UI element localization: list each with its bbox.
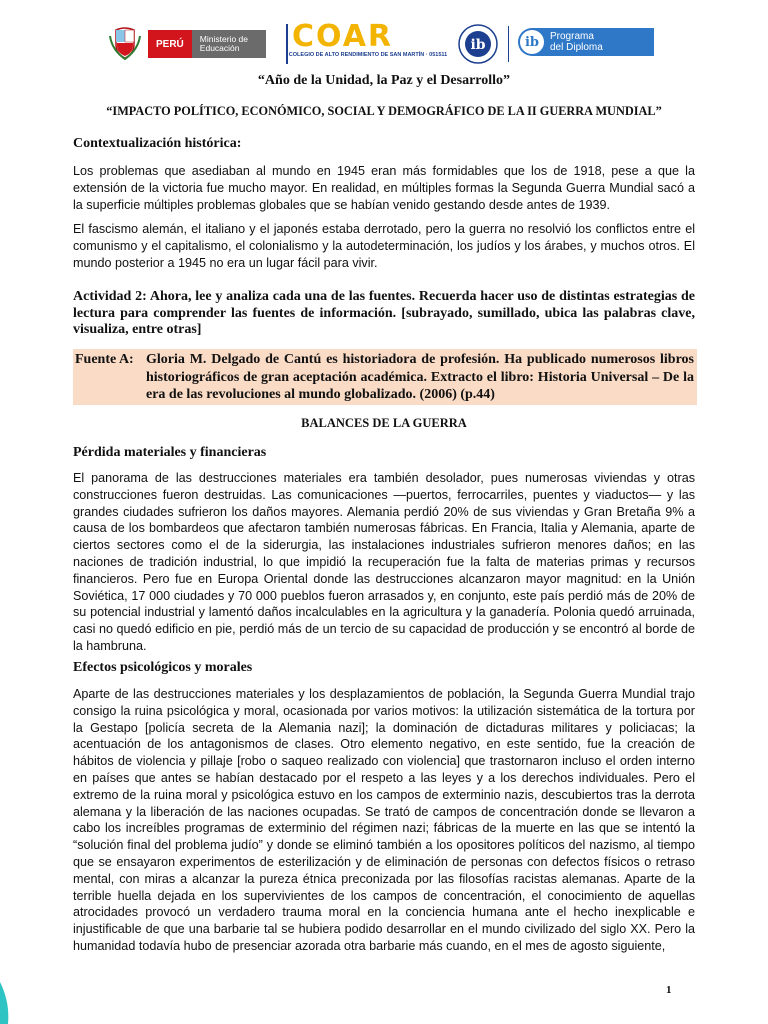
coar-subtitle: COLEGIO DE ALTO RENDIMIENTO DE SAN MARTÍN · 051511 bbox=[288, 52, 448, 58]
peru-minedu-logo bbox=[148, 30, 266, 58]
context-heading: Contextualización histórica: bbox=[73, 136, 242, 151]
source-a-box bbox=[73, 349, 697, 405]
context-p1-text: Los problemas que asediaban al mundo en 1945 eran más formidables que los de 1918, pese a que la extensión de la victoria fue mucho mayor. En realidad, en múltiples formas la Segunda Guerra Mundial sacó a la superficie múltiples problemas globales que se habían venido gestando desde antes de 1939. bbox=[73, 164, 695, 212]
ib-seal-text: ib bbox=[470, 37, 486, 53]
losses-text: El panorama de las destrucciones materiales era también desolador, pues numerosas viviendas y otras construcciones fueron destruidas. Las comunicaciones —puertos, ferrocarriles, puentes y viaductos— y las grandes ciudades sufrieron los daños mayores. Alemania perdió 20% de sus viviendas y Gran Bretaña 9% a causa de los bombardeos que afectaron también numerosas fábricas. En Francia, Italia y Alemania, aparte de ciertos sectores como el de la siderurgia, las instalaciones industriales sufrieron menores daños; en las naciones de tradición industrial, lo que impidió la recuperación fue la falta de materias primas y recursos financieros. Pero fue en Europa Oriental donde las destrucciones alcanzaron mayor magnitud: en la Unión Soviética, 17 000 ciudades y 70 000 pueblos fueron arrasados y, en conjunto, este país perdió más de 20% de su potencial industrial y lamentó daños incalculables en la agricultura y la ganadería. Polonia quedó arruinada, casi no quedó edificio en pie, perdió más de un tercio de su capacidad de producción y se encontró al borde de la hambruna. bbox=[73, 471, 695, 653]
page-number: 1 bbox=[666, 984, 672, 996]
corner-decoration-icon bbox=[0, 982, 14, 1024]
source-a-text: Gloria M. Delgado de Cantú es historiadora de profesión. Ha publicado numerosos libros historiográficos de gran aceptación académica. Extracto el libro: Historia Universal – De la era de las revoluciones al mundo globalizado. (2006) (p.44) bbox=[146, 352, 694, 402]
coar-wordmark: COAR bbox=[292, 19, 394, 54]
context-paragraph-1 bbox=[73, 163, 695, 213]
effects-heading: Efectos psicológicos y morales bbox=[73, 660, 253, 675]
section-title: BALANCES DE LA GUERRA bbox=[301, 416, 467, 430]
ib-world-school-seal-icon bbox=[458, 24, 498, 64]
ib-programa-circle: ib bbox=[520, 30, 544, 54]
ib-programa-line1: Programa bbox=[550, 31, 594, 42]
coar-logo bbox=[286, 19, 448, 66]
activity-instructions bbox=[73, 289, 695, 339]
source-a-label: Fuente A: bbox=[75, 352, 134, 367]
losses-paragraph bbox=[73, 470, 695, 655]
header-logos bbox=[108, 20, 668, 66]
ib-programa-line2: del Diploma bbox=[550, 42, 603, 53]
activity-text: Actividad 2: Ahora, lee y analiza cada una de las fuentes. Recuerda hacer uso de distintas estrategias de lectura para comprender las fuentes de información. [subrayado, sumillado, ubica las palabras clave, visualiza, entre otras] bbox=[73, 289, 695, 338]
ib-programa-text bbox=[550, 31, 603, 53]
peru-coat-of-arms-icon bbox=[108, 26, 142, 60]
effects-paragraph bbox=[73, 686, 695, 955]
ib-programa-diploma-logo bbox=[518, 28, 654, 56]
losses-heading: Pérdida materiales y financieras bbox=[73, 445, 267, 460]
context-p2-text: El fascismo alemán, el italiano y el japonés estaba derrotado, pero la guerra no resolvió los conflictos entre el comunismo y el capitalismo, el colonialismo y la autodeterminación, los judíos y los árabes, y muchos otros. El mundo posterior a 1945 no era un lugar fácil para vivir. bbox=[73, 222, 695, 270]
ministerio-label: Ministerio de Educación bbox=[192, 30, 266, 58]
peru-label: PERÚ bbox=[148, 30, 192, 58]
effects-text: Aparte de las destrucciones materiales y los desplazamientos de población, la Segunda Guerra Mundial trajo consigo la ruina psicológica y moral, ocasionada por varios motivos: la utilización sistemática de la tortura por la Gestapo [policía secreta de la Alemania nazi]; la dominación de dictaduras militares y policiacas; la acentuación de los antagonismos de clases. Otro elemento negativo, en este sentido, fue la creación de hábitos de violencia y pillaje [robo o saqueo realizado con violencia] que trastornaron incluso el orden interno en países que antes se habían destacado por el respeto a las leyes y a los derechos individuales. Pero el extremo de la ruina moral y psicológica estuvo en los campos de exterminio nazis, descubiertos tras la derrota alemana y la liberación de las naciones ocupadas. Se trató de campos de concentración donde se llevaron a cabo los increíbles programas de exterminio del régimen nazi; fábricas de la muerte en las que se intentó la “solución final del problema judío” y donde se eliminó también a los opositores políticos del nazismo, al tiempo que se ensayaron experimentos de esterilización y de eliminación de personas con defectos físicos o retraso mental, con miras a alcanzar la pureza étnica preconizada por las filosofías racistas alemanas. Aparte de la terrible huella dejada en los supervivientes de los campos de concentración, el conocimiento de aquellas atrocidades provocó un verdadero trauma moral en la conciencia humana ante el hecho inexplicable e injustificable de que una barbarie tal se hubiera podido desarrollar en el mundo civilizado del siglo XX. Pero la humanidad todavía hubo de presenciar azorada otra barbarie más cuando, en el mes de agosto siguiente, bbox=[73, 687, 695, 953]
year-motto: “Año de la Unidad, la Paz y el Desarrollo” bbox=[257, 73, 511, 88]
context-paragraph-2 bbox=[73, 221, 695, 271]
logo-divider bbox=[508, 26, 509, 62]
document-title: “IMPACTO POLÍTICO, ECONÓMICO, SOCIAL Y DEMOGRÁFICO DE LA II GUERRA MUNDIAL” bbox=[106, 104, 662, 118]
